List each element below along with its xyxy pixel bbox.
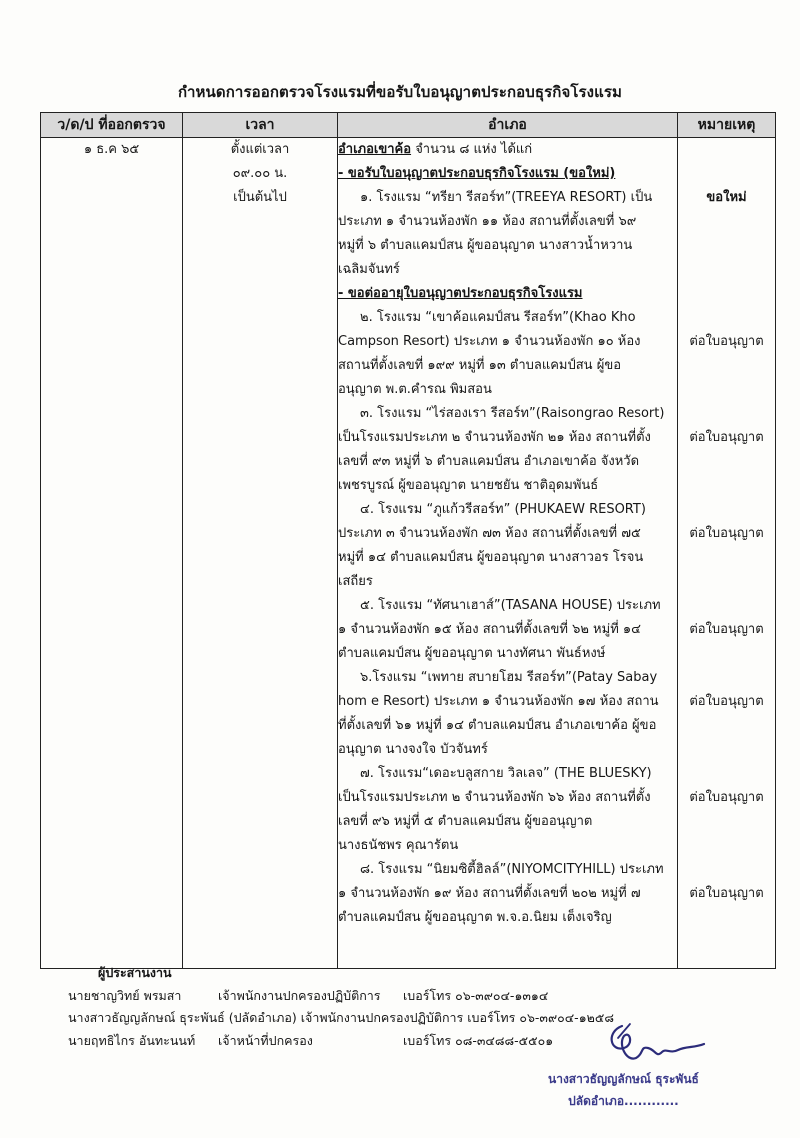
header-remark: หมายเหตุ bbox=[678, 113, 776, 138]
coordinator-position: เจ้าพนักงานปกครองปฏิบัติการ bbox=[218, 987, 381, 1003]
coordinator-position: เจ้าหน้าที่ปกครอง bbox=[218, 1032, 313, 1048]
coordinator-row bbox=[68, 1007, 614, 1030]
hotel-line: hom e Resort) ประเภท ๑ จำนวนห้องพัก ๑๗ ห้อง สถาน bbox=[338, 694, 659, 709]
hotel-line: ๕. โรงแรม “ทัศนาเฮาส์”(TASANA HOUSE) ประเภท bbox=[360, 598, 661, 613]
time-cell bbox=[183, 138, 338, 969]
hotel-entry bbox=[338, 594, 677, 666]
remark-column bbox=[678, 138, 775, 958]
hotel-line: เป็นโรงแรมประเภท ๒ จำนวนห้องพัก ๒๑ ห้อง สถานที่ตั้ง bbox=[338, 430, 651, 445]
remark-renew: ต่อใบอนุญาต bbox=[689, 886, 764, 901]
hotel-line: เลขที่ ๙๖ หมู่ที่ ๕ ตำบลแคมป์สน ผู้ขออนุญาต bbox=[338, 814, 593, 829]
hotel-line: ๑. โรงแรม “ทรียา รีสอร์ท”(TREEYA RESORT) เป็น bbox=[360, 190, 653, 205]
coordinator-phone: เบอร์โทร ๐๖-๓๙๐๔-๑๓๑๔ bbox=[403, 987, 549, 1003]
district-cell bbox=[338, 138, 678, 969]
hotel-entry bbox=[338, 666, 677, 762]
hotel-line: ๑ จำนวนห้องพัก ๑๕ ห้อง สถานที่ตั้งเลขที่ ๖๒ หมู่ที่ ๑๔ bbox=[338, 622, 641, 637]
document-title: กำหนดการออกตรวจโรงแรมที่ขอรับใบอนุญาตประกอบธุรกิจโรงแรม bbox=[177, 83, 623, 101]
inspection-date: ๑ ธ.ค ๖๕ bbox=[83, 142, 140, 157]
section-renew-heading: - ขอต่ออายุใบอนุญาตประกอบธุรกิจโรงแรม bbox=[338, 286, 583, 301]
district-heading: อำเภอเขาค้อ bbox=[338, 142, 412, 157]
coordinator-phone: เบอร์โทร ๐๘-๓๔๘๘-๕๕๐๑ bbox=[403, 1032, 554, 1048]
hotel-line: เลขที่ ๙๓ หมู่ที่ ๖ ตำบลแคมป์สน อำเภอเขาค้อ จังหวัด bbox=[338, 454, 640, 469]
header-date: ว/ด/ป ที่ออกตรวจ bbox=[41, 113, 183, 138]
hotel-line: ๘. โรงแรม “นิยมซิตี้ฮิลล์”(NIYOMCITYHILL) ประเภท bbox=[360, 862, 664, 877]
hotel-line: หมู่ที่ ๖ ตำบลแคมป์สน ผู้ขออนุญาต นางสาวน้ำหวาน bbox=[338, 238, 633, 253]
hotel-line: ๓. โรงแรม “ไร่สองเรา รีสอร์ท”(Raisongrao Resort) bbox=[360, 406, 665, 421]
header-time: เวลา bbox=[183, 113, 338, 138]
hotel-line: ๑ จำนวนห้องพัก ๑๙ ห้อง สถานที่ตั้งเลขที่ ๒๐๒ หมู่ที่ ๗ bbox=[338, 886, 641, 901]
hotel-line: เพชรบูรณ์ ผู้ขออนุญาต นายชยัน ชาติอุดมพันธ์ bbox=[338, 478, 599, 493]
remark-renew: ต่อใบอนุญาต bbox=[689, 430, 764, 445]
signatory-title: ปลัดอำเภอ............ bbox=[568, 1094, 679, 1108]
hotel-line: ๖.โรงแรม “เพทาย สบายโฮม รีสอร์ท”(Patay Sabay bbox=[360, 670, 658, 685]
header-district: อำเภอ bbox=[338, 113, 678, 138]
hotel-line: เสถียร bbox=[338, 574, 373, 589]
coordinator-section bbox=[68, 962, 614, 1052]
coordinator-row bbox=[68, 1030, 614, 1053]
hotel-line: นางธนัชพร คุณารัตน bbox=[338, 838, 459, 853]
date-cell bbox=[41, 138, 183, 969]
district-count: จำนวน ๘ แห่ง ได้แก่ bbox=[411, 142, 533, 157]
hotel-line: อนุญาต พ.ต.คำรณ พิมสอน bbox=[338, 382, 492, 397]
signatory-name: นางสาวธัญญลักษณ์ ธุระพันธ์ bbox=[548, 1072, 699, 1086]
hotel-line: เฉลิมจันทร์ bbox=[338, 262, 400, 277]
remark-renew: ต่อใบอนุญาต bbox=[689, 790, 764, 805]
hotel-entry bbox=[338, 402, 677, 498]
time-line: ๐๙.๐๐ น. bbox=[232, 166, 288, 181]
hotel-line: ๔. โรงแรม “ภูแก้วรีสอร์ท” (PHUKAEW RESORT) bbox=[360, 502, 646, 517]
hotel-entry bbox=[338, 762, 677, 858]
remark-renew: ต่อใบอนุญาต bbox=[689, 334, 764, 349]
coordinator-position: เจ้าพนักงานปกครองปฏิบัติการ bbox=[300, 1010, 464, 1025]
hotel-line: ตำบลแคมป์สน ผู้ขออนุญาต พ.จ.อ.นิยม เต็งเจริญ bbox=[338, 910, 612, 925]
hotel-line: ประเภท ๓ จำนวนห้องพัก ๗๓ ห้อง สถานที่ตั้งเลขที่ ๗๕ bbox=[338, 526, 641, 541]
hotel-entry bbox=[338, 858, 677, 930]
coordinator-row bbox=[68, 985, 614, 1008]
coordinator-phone: เบอร์โทร ๐๖-๓๙๐๔-๑๒๕๘ bbox=[467, 1010, 614, 1025]
remark-renew: ต่อใบอนุญาต bbox=[689, 526, 764, 541]
hotel-entry bbox=[338, 186, 677, 282]
signatory-stamp bbox=[548, 1068, 699, 1112]
hotel-line: ที่ตั้งเลขที่ ๖๑ หมู่ที่ ๑๔ ตำบลแคมป์สน อำเภอเขาค้อ ผู้ขอ bbox=[338, 718, 657, 733]
hotel-line: ๒. โรงแรม “เขาค้อแคมป์สน รีสอร์ท”(Khao Kho bbox=[360, 310, 636, 325]
coordinator-heading: ผู้ประสานงาน bbox=[98, 965, 172, 980]
remark-renew: ต่อใบอนุญาต bbox=[689, 622, 764, 637]
coordinator-name: นายชาญวิทย์ พรมสา bbox=[68, 987, 182, 1003]
hotel-line: ประเภท ๑ จำนวนห้องพัก ๑๑ ห้อง สถานที่ตั้งเลขที่ ๖๙ bbox=[338, 214, 637, 229]
hotel-entry bbox=[338, 306, 677, 402]
hotel-line: หมู่ที่ ๑๔ ตำบลแคมป์สน ผู้ขออนุญาต นางสาวอร โรจน bbox=[338, 550, 644, 565]
hotel-entry bbox=[338, 498, 677, 594]
time-line: ตั้งแต่เวลา bbox=[230, 142, 290, 157]
hotel-line: เป็นโรงแรมประเภท ๒ จำนวนห้องพัก ๖๖ ห้อง สถานที่ตั้ง bbox=[338, 790, 651, 805]
hotel-line: สถานที่ตั้งเลขที่ ๑๙๙ หมู่ที่ ๑๓ ตำบลแคมป์สน ผู้ขอ bbox=[338, 358, 622, 373]
coordinator-name: นางสาวธัญญลักษณ์ ธุระพันธ์ (ปลัดอำเภอ) bbox=[68, 1010, 297, 1025]
remark-new: ขอใหม่ bbox=[706, 190, 747, 205]
section-new-heading: - ขอรับใบอนุญาตประกอบธุรกิจโรงแรม (ขอใหม่) bbox=[338, 166, 616, 181]
hotel-line: ๗. โรงแรม“เดอะบลูสกาย วิลเลจ” (THE BLUESKY) bbox=[360, 766, 652, 781]
inspection-schedule-table bbox=[40, 112, 776, 969]
table-row bbox=[41, 138, 776, 969]
remark-renew: ต่อใบอนุญาต bbox=[689, 694, 764, 709]
remark-cell bbox=[678, 138, 776, 969]
district-line bbox=[338, 138, 677, 162]
table-header-row bbox=[41, 113, 776, 138]
hotel-line: Campson Resort) ประเภท ๑ จำนวนห้องพัก ๑๐ ห้อง bbox=[338, 334, 641, 349]
hotel-line: ตำบลแคมป์สน ผู้ขออนุญาต นางทัศนา พันธ์หงษ์ bbox=[338, 646, 606, 661]
hotel-line: อนุญาต นางจงใจ บัวจันทร์ bbox=[338, 742, 488, 757]
coordinator-name: นายฤทธิไกร อันทะนนท์ bbox=[68, 1032, 196, 1048]
time-line: เป็นต้นไป bbox=[233, 190, 287, 205]
